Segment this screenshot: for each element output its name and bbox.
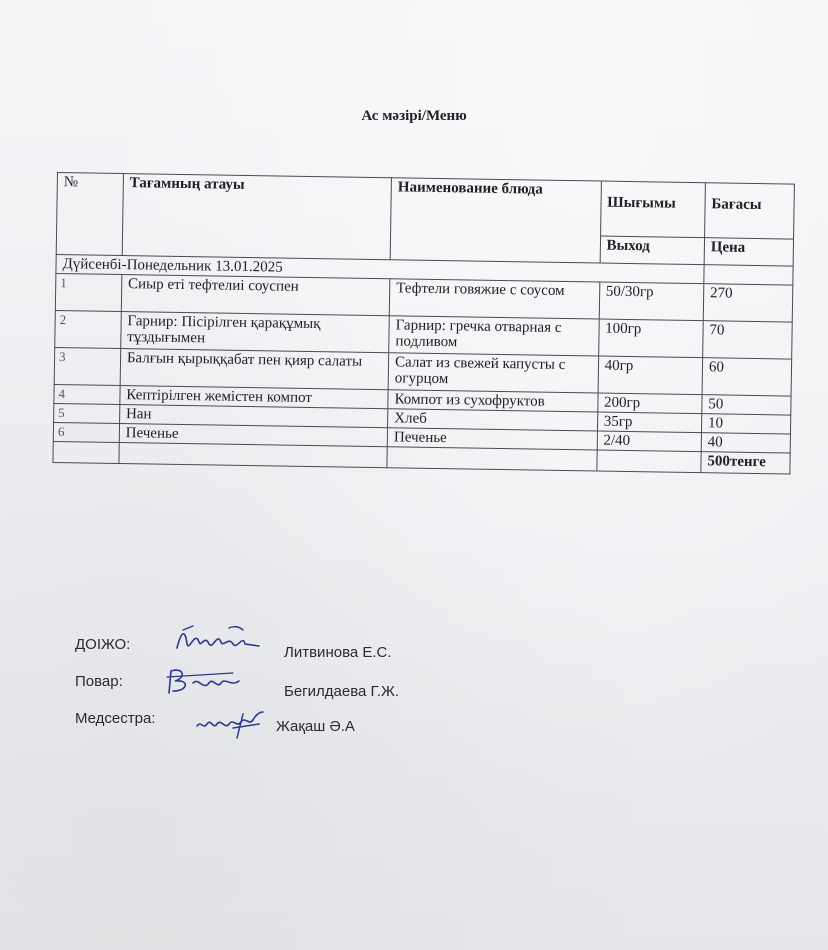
row-name-kz: Балғын қырыққабат пен қияр салаты	[120, 349, 389, 390]
header-yield-ru: Выход	[600, 236, 705, 265]
signature-line-doizho	[75, 636, 392, 661]
total-empty-cell	[387, 447, 597, 471]
handwritten-signature-icon	[193, 706, 271, 742]
header-name-kz: Тағамның атауы	[122, 174, 392, 260]
signature-name: Литвинова Е.С.	[284, 644, 392, 661]
header-num: №	[56, 173, 123, 256]
menu-table	[52, 172, 794, 475]
signature-role: Повар:	[75, 673, 123, 690]
row-price: 40	[701, 433, 790, 453]
row-num: 2	[55, 310, 121, 348]
row-name-kz: Печенье	[119, 424, 388, 447]
row-yield: 40гр	[598, 356, 703, 395]
row-num: 6	[53, 422, 119, 442]
row-name-ru: Тефтели говяжие с соусом	[389, 279, 599, 319]
row-num: 5	[54, 403, 120, 423]
row-name-kz: Кептірілген жемістен компот	[120, 386, 389, 409]
handwritten-signature-icon	[173, 622, 263, 658]
total-empty-cell	[53, 441, 119, 463]
header-price-ru: Цена	[704, 238, 794, 266]
day-empty-cell	[704, 265, 793, 285]
row-name-kz: Нан	[119, 405, 388, 428]
row-price: 270	[703, 284, 793, 322]
total-empty-cell	[596, 450, 701, 473]
row-num: 3	[54, 347, 120, 385]
row-name-ru: Салат из свежей капусты с огурцом	[388, 353, 598, 393]
row-name-kz: Сиыр еті тефтелиі соуспен	[121, 275, 390, 316]
row-name-kz: Гарнир: Пісірілген қарақұмық тұздығымен	[121, 312, 390, 353]
total-empty-cell	[119, 443, 388, 468]
total-sum: 500тенге	[701, 452, 790, 474]
signature-line-medsestra	[75, 710, 355, 735]
row-price: 70	[703, 321, 793, 359]
row-name-ru: Гарнир: гречка отварная с подливом	[389, 316, 599, 356]
signature-role: ДОІЖО:	[75, 636, 131, 653]
row-price: 60	[702, 358, 792, 396]
handwritten-signature-icon	[163, 665, 243, 699]
header-yield-kz: Шығымы	[600, 181, 705, 238]
signature-name: Бегилдаева Г.Ж.	[284, 683, 400, 700]
row-num: 1	[55, 273, 121, 311]
row-name-ru: Хлеб	[388, 409, 598, 431]
signature-line-povar	[75, 673, 400, 700]
row-price: 10	[701, 414, 790, 434]
header-price-kz: Бағасы	[704, 183, 794, 239]
row-price: 50	[702, 395, 791, 415]
row-name-ru: Печенье	[387, 428, 597, 450]
signature-role: Медсестра:	[75, 710, 156, 727]
row-yield: 2/40	[597, 431, 702, 452]
header-row-1	[57, 173, 795, 240]
day-label: Дүйсенбі-Понедельник 13.01.2025	[56, 254, 704, 283]
row-yield: 50/30гр	[599, 282, 704, 321]
document-title: Ас мәзірі/Меню	[361, 108, 467, 124]
row-num: 4	[54, 384, 120, 404]
row-name-ru: Компот из сухофруктов	[388, 390, 598, 412]
row-yield: 35гр	[597, 412, 702, 433]
row-yield: 200гр	[597, 393, 702, 414]
signature-name: Жақаш Ә.А	[276, 718, 355, 735]
header-name-ru: Наименование блюда	[390, 178, 601, 263]
row-yield: 100гр	[598, 319, 703, 358]
